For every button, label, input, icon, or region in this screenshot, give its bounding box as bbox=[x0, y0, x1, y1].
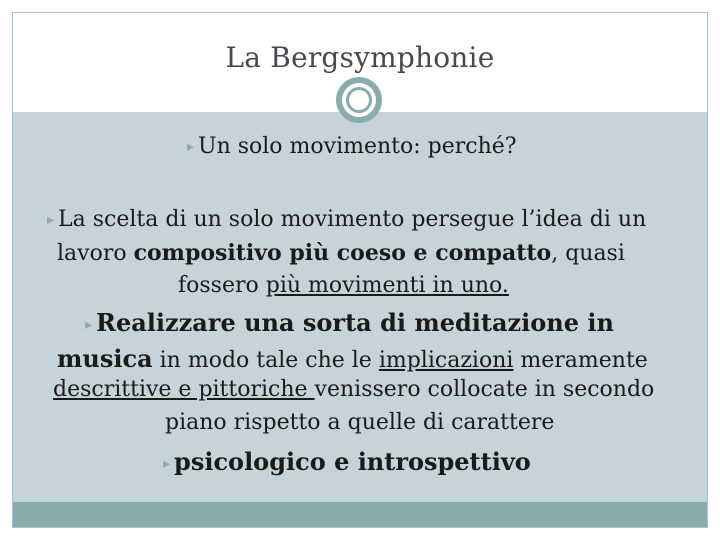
circle-ornament-icon bbox=[342, 83, 376, 117]
slide bbox=[12, 12, 708, 528]
bullet-line-9: ▸ psicologico e introspettivo bbox=[163, 447, 531, 476]
footer-bar bbox=[13, 502, 707, 527]
text-line-6: musica in modo tale che le implicazioni meramente bbox=[57, 344, 648, 373]
bullet-line-5: ▸ Realizzare una sorta di meditazione in bbox=[85, 308, 614, 337]
arrow-bullet-icon: ▸ bbox=[47, 212, 55, 228]
arrow-bullet-icon: ▸ bbox=[85, 317, 93, 333]
arrow-bullet-icon: ▸ bbox=[187, 139, 195, 155]
text-line-4: fossero più movimenti in uno. bbox=[178, 273, 509, 298]
bullet-line-2: ▸ La scelta di un solo movimento persegue l’idea di un bbox=[47, 207, 647, 232]
text-line-8: piano rispetto a quelle di carattere bbox=[165, 410, 555, 435]
bullet-line-1: ▸ Un solo movimento: perché? bbox=[187, 134, 517, 159]
text-line-7: descrittive e pittoriche venissero collocate in secondo bbox=[53, 377, 655, 402]
slide-title: La Bergsymphonie bbox=[225, 41, 495, 74]
text-line-3: lavoro compositivo più coeso e compatto, quasi bbox=[57, 240, 625, 266]
arrow-bullet-icon: ▸ bbox=[163, 456, 171, 472]
